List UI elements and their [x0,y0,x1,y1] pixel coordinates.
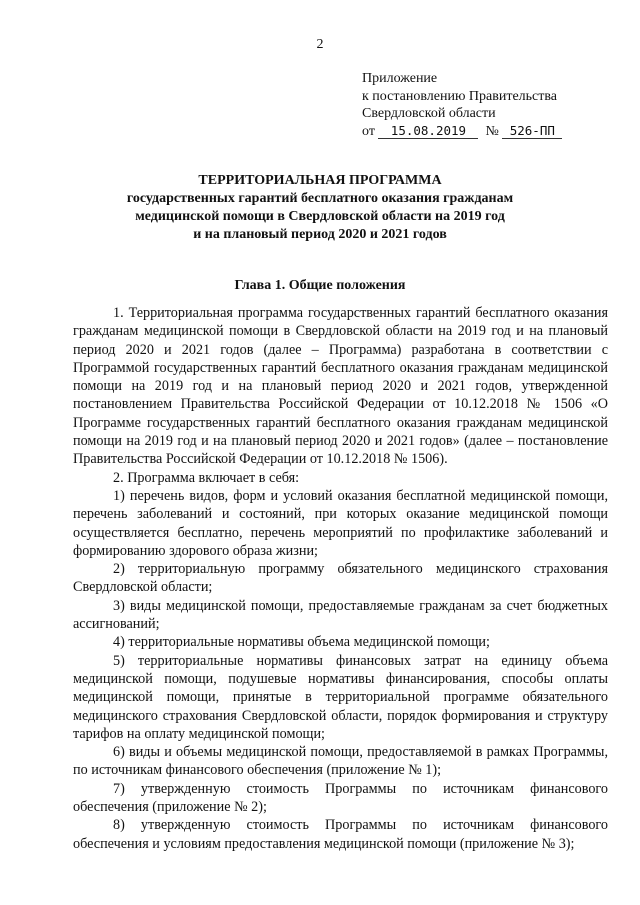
page-number: 2 [316,37,324,52]
annex-line-2: к постановлению Правительства [362,88,558,104]
paragraph: 2) территориальную программу обязательного медицинского страхования Свердловской области; [73,561,608,596]
annex-number-label: № [485,123,499,139]
annex-line-3: Свердловской области [362,106,496,121]
chapter-heading: Глава 1. Общие положения [234,278,406,293]
paragraph: 6) виды и объемы медицинской помощи, предоставляемой в рамках Программы, по источникам финансового обеспечения (приложение № 1); [73,744,608,779]
paragraph: 7) утвержденную стоимость Программы по источникам финансового обеспечения (приложение № 2); [73,780,608,816]
title-line-2: государственных гарантий бесплатного оказания гражданам [126,191,514,206]
annex-date: 15.08.2019 [378,124,478,139]
paragraph: 2. Программа включает в себя: [113,469,300,486]
title-line-3: медицинской помощи в Свердловской области на 2019 год [135,209,505,224]
annex-line-1: Приложение [362,71,438,86]
document-title [0,172,640,244]
paragraph: 1) перечень видов, форм и условий оказания бесплатной медицинской помощи, перечень заболеваний и состояний, при которых оказание медицинской помощи осуществляется бесплатно, перечень мероприятий по профилактике заболеваний и формированию здорового образа жизни; [73,487,608,559]
title-line-1: ТЕРРИТОРИАЛЬНАЯ ПРОГРАММА [198,173,442,188]
paragraph: 8) утвержденную стоимость Программы по источникам финансового обеспечения и условиям предоставления медицинской помощи (приложение № 3); [73,817,608,852]
annex-block [362,70,562,140]
paragraph: 4) территориальные нормативы объема медицинской помощи; [113,634,490,651]
paragraph: 5) территориальные нормативы финансовых затрат на единицу объема медицинской помощи, подушевые нормативы финансирования, способы оплаты медицинской помощи, принятые в территориальной программе обязательного медицинского страхования Свердловской области, порядок формирования и структуру тарифов на оплату медицинской помощи; [73,652,608,742]
title-line-4: и на плановый период 2020 и 2021 годов [193,227,447,242]
body-text [73,304,608,853]
paragraph: 3) виды медицинской помощи, предоставляемые гражданам за счет бюджетных ассигнований; [73,597,608,633]
annex-from-label: от [362,123,375,139]
annex-number: 526-ПП [502,124,562,139]
annex-date-line [362,123,562,141]
paragraph: 1. Территориальная программа государственных гарантий бесплатного оказания гражданам медицинской помощи в Свердловской области на 2019 год и на плановый период 2020 и 2021 годов (далее – Программа) разработана в соответствии с Программой государственных гарантий бесплатного оказания гражданам медицинской помощи на 2019 год и на плановый период 2020 и 2021 годов, утвержденной постановлением Правительства Российской Федерации от 10.12.2018 № 1506 «О Программе государственных гарантий бесплатного оказания гражданам медицинской помощи на 2019 год и на плановый период 2020 и 2021 годов» (далее – постановление Правительства Российской Федерации от 10.12.2018 № 1506). [73,305,608,468]
